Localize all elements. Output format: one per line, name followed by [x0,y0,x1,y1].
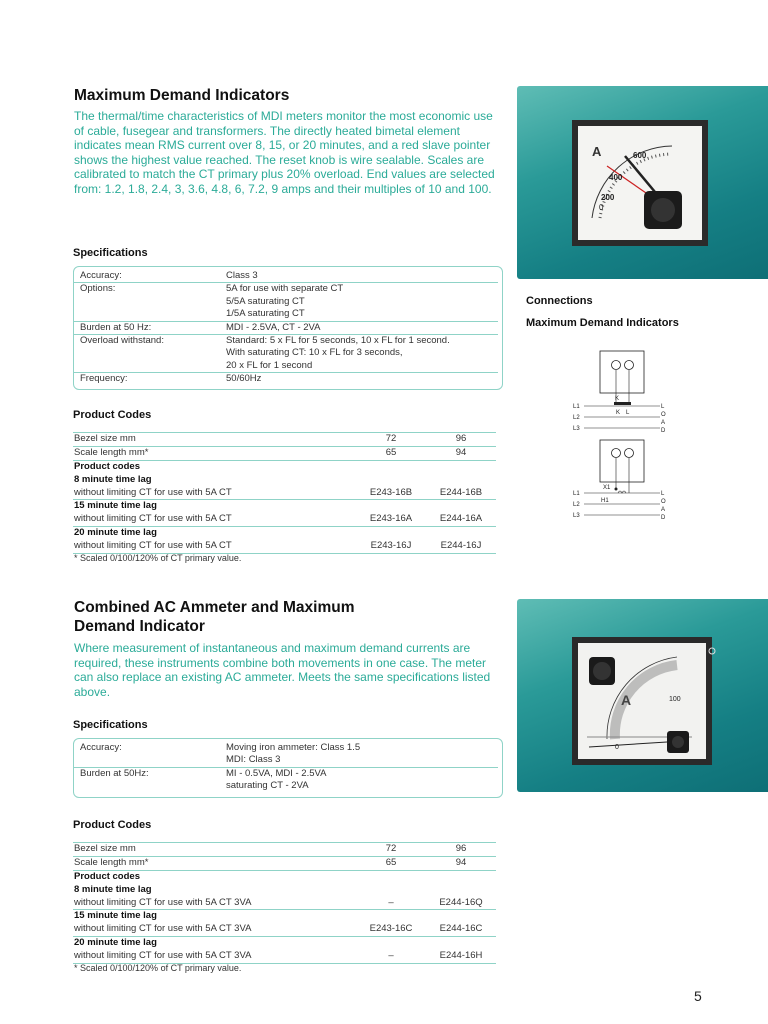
code-row [73,897,496,911]
code-cell-c2: 94 [455,446,467,458]
code-cell-d: Bezel size mm [74,843,136,854]
spec-row [74,373,498,385]
spec-key: Burden at 50Hz: [80,767,149,779]
meter1-unit-label: A [592,144,602,159]
code-cell-c2: E244-16J [440,540,482,552]
code-cell-d: 8 minute time lag [74,473,152,485]
spec-value: Standard: 5 x FL for 5 seconds, 10 x FL for 1 second. [226,335,450,347]
code-cell-c1: 65 [385,446,397,458]
code-cell-c1: E243-16B [369,486,413,498]
spec-value: Class 3 [226,270,258,281]
spec-row [74,742,498,754]
code-row [73,857,496,871]
line-label-bottom-L1: L1 [573,491,580,497]
spec-value: MDI - 2.5VA, CT - 2VA [226,321,321,333]
section2-footnote: * Scaled 0/100/120% of CT primary value. [74,963,242,973]
code-cell-c2: 94 [455,856,467,868]
code-row [73,474,496,487]
spec-key [74,360,226,371]
code-row [73,487,496,501]
spec-value: 50/60Hz [226,373,262,385]
meter2-tick-100: 100 [669,696,681,703]
ct-label-bottom-h1: H1 [601,498,609,504]
line-label-top-L1: L1 [573,404,580,410]
code-cell-c1: – [388,950,394,962]
spec-key: Accuracy: [80,270,122,281]
section1-spec-box [73,266,503,390]
meter1-tick-600: 600 [633,151,647,160]
code-cell-c2 [426,474,496,487]
spec-row [74,283,498,295]
spec-key: Accuracy: [80,742,122,753]
section2-codes-heading: Product Codes [73,819,152,831]
section2-title [74,598,354,636]
spec-key: Options: [80,283,116,295]
code-cell-d: Bezel size mm [74,433,136,444]
code-cell-d: Product codes [74,460,140,472]
code-cell-c2 [426,871,496,884]
code-cell-d: 8 minute time lag [74,883,152,895]
spec-key [74,296,226,307]
ct-label-top-l: L [626,410,630,416]
code-row [73,447,496,461]
spec-value: MI - 0.5VA, MDI - 2.5VA [226,767,327,779]
code-row [73,950,496,964]
section1-spec-list [74,267,502,386]
code-cell-c1 [356,474,426,487]
mdi-meter-illustration [517,86,768,279]
code-cell-d: Scale length mm* [74,446,149,458]
code-row [73,937,496,950]
code-cell-c2 [426,461,496,474]
connections-heading: Connections [526,295,593,307]
load-top-A: A [661,420,666,426]
spec-key: Overload withstand: [80,335,164,347]
code-cell-c2: E244-16H [439,950,483,962]
section1-intro: The thermal/time characteristics of MDI meters monitor the most economic use of cable, fusegear and transformers. The directly heated bimetal element indicates mean RMS current over 8, 15, or 20 minutes, and a red slave pointer shows the highest value reached. The reset knob is wire sealable. Scales are calibrated to match the CT primary plus 20% overload. End values are selected from: 1.2, 1.8, 2.4, 3, 3.6, 4.8, 6, 7.2, 9 amps and their multiples of 10 and 100. [74,109,495,196]
code-cell-c2: E244-16B [439,486,483,498]
connections-subheading: Maximum Demand Indicators [526,317,679,329]
mdi-meter-photo [517,86,768,279]
load-bottom-D: D [661,515,666,521]
code-row [73,513,496,527]
spec-row [74,308,498,321]
code-row [73,884,496,897]
code-cell-c1: 72 [385,843,397,854]
spec-key [74,347,226,358]
code-cell-d: 20 minute time lag [74,937,157,949]
spec-row [74,322,498,335]
code-cell-c2 [426,527,496,540]
spec-value: MDI: Class 3 [226,754,281,766]
spec-value: 5/5A saturating CT [226,295,305,307]
spec-value: Moving iron ammeter: Class 1.5 [226,742,361,753]
spec-row [74,754,498,767]
section1-footnote: * Scaled 0/100/120% of CT primary value. [74,553,242,563]
code-cell-d: without limiting CT for use with 5A CT [74,486,232,498]
code-row [73,527,496,540]
ct-label-top-k: K [615,396,620,402]
meter1-tick-200: 200 [601,193,615,202]
combined-meter-photo [517,599,768,792]
load-bottom-O: O [661,499,666,505]
code-row [73,871,496,884]
code-cell-c1: 72 [385,433,397,444]
spec-row [74,780,498,792]
meter2-unit-label: A [621,692,632,708]
code-cell-c2: 96 [455,843,467,854]
code-cell-c1 [356,871,426,884]
code-row [73,923,496,937]
code-cell-c1 [356,500,426,513]
code-cell-d: 15 minute time lag [74,500,157,512]
spec-key [74,780,226,791]
section2-spec-heading: Specifications [73,719,148,731]
code-row [73,500,496,513]
line-label-top-L3: L3 [573,426,580,432]
load-bottom-L: L [661,491,665,497]
spec-value: 20 x FL for 1 second [226,359,313,371]
spec-value: 1/5A saturating CT [226,308,305,320]
code-cell-c2 [426,937,496,950]
meter1-tick-0: 0 [599,203,604,212]
code-cell-d: Scale length mm* [74,856,149,868]
code-cell-c2 [426,910,496,923]
meter1-tick-400: 400 [609,173,623,182]
section2-title-line1: Combined AC Ammeter and Maximum [74,599,355,616]
spec-row [74,296,498,308]
code-cell-c2: E244-16Q [439,896,483,908]
code-cell-c1 [356,884,426,897]
spec-value: With saturating CT: 10 x FL for 3 seconds, [226,347,403,359]
spec-key: Frequency: [80,373,128,385]
code-cell-c2: E244-16C [439,923,483,935]
code-cell-c2 [426,500,496,513]
meter2-tick-0: 0 [615,744,619,751]
code-cell-c1 [356,937,426,950]
code-cell-d: 15 minute time lag [74,910,157,922]
code-row [73,910,496,923]
line-label-bottom-L3: L3 [573,513,580,519]
code-cell-c2 [426,884,496,897]
code-row [73,432,496,447]
code-cell-c1 [356,910,426,923]
code-cell-c1: 65 [385,856,397,868]
spec-row [74,360,498,373]
ct-label-top-k2: K [616,410,621,416]
ct-label-bottom-x1: X1 [603,485,611,491]
code-cell-d: Product codes [74,870,140,882]
spec-row [74,335,498,347]
section2-spec-list [74,739,502,793]
section1-codes-heading: Product Codes [73,409,152,421]
spec-row [74,270,498,283]
spec-key [74,754,226,765]
code-cell-d: without limiting CT for use with 5A CT [74,513,232,525]
code-cell-c1: – [388,896,394,908]
load-top-D: D [661,428,666,434]
load-top-O: O [661,412,666,418]
spec-key [74,308,226,319]
combined-meter-illustration [517,599,768,792]
code-cell-c1: E243-16J [370,540,412,552]
section1-title: Maximum Demand Indicators [74,87,290,104]
code-cell-c2: 96 [455,433,467,444]
code-cell-d: without limiting CT for use with 5A CT 3VA [74,896,252,908]
code-cell-c1 [356,527,426,540]
code-cell-d: without limiting CT for use with 5A CT 3VA [74,923,252,935]
code-cell-c1: E243-16A [369,513,413,525]
spec-value: 5A for use with separate CT [226,283,344,295]
section2-title-line2: Demand Indicator [74,618,205,635]
code-cell-d: 20 minute time lag [74,527,157,539]
spec-key: Burden at 50 Hz: [80,321,152,333]
section2-codes-table [73,842,496,964]
section1-codes-table [73,432,496,554]
code-cell-d: without limiting CT for use with 5A CT 3VA [74,950,252,962]
spec-row [74,768,498,780]
code-row [73,842,496,857]
line-label-top-L2: L2 [573,415,580,421]
code-cell-c1: E243-16C [369,923,413,935]
code-cell-c2: E244-16A [439,513,483,525]
code-row [73,540,496,554]
line-label-bottom-L2: L2 [573,502,580,508]
connection-diagram [560,345,680,525]
section2-intro: Where measurement of instantaneous and maximum demand currents are required, these instruments combine both movements in one case. The meter can also replace an existing AC ammeter. Meets the same specifications listed above. [74,641,491,699]
code-cell-c1 [356,461,426,474]
spec-row [74,347,498,359]
code-row [73,461,496,474]
load-top-L: L [661,404,665,410]
spec-value: saturating CT - 2VA [226,780,309,792]
code-cell-d: without limiting CT for use with 5A CT [74,540,232,552]
load-bottom-A: A [661,507,666,513]
section2-spec-box [73,738,503,798]
page-number: 5 [694,988,702,1004]
section1-spec-heading: Specifications [73,247,148,259]
